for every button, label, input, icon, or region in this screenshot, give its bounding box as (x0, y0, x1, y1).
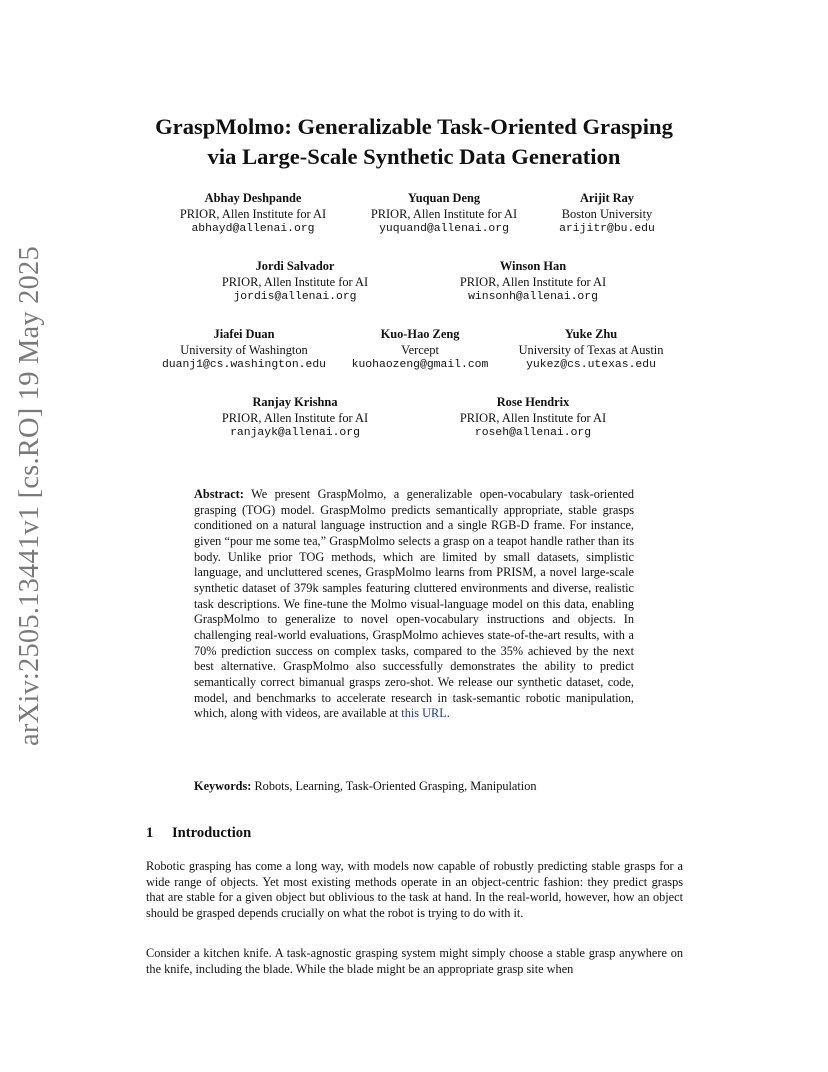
section-title: Introduction (172, 825, 252, 841)
author-name: Kuo-Hao Zeng (380, 327, 460, 341)
author-affiliation: PRIOR, Allen Institute for AI (221, 410, 369, 425)
intro-paragraph: Robotic grasping has come a long way, with models now capable of robustly predicting stable grasps for a wide range of objects. Yet most existing methods operate in an object-centric fashion: they predict grasps that are stable for a given object but oblivious to the task at hand. In the real-world, however, how an object should be grasped depends crucially on what the robot is trying to do with it. (146, 859, 683, 920)
intro-paragraph: Consider a kitchen knife. A task-agnostic grasping system might simply choose a stable grasp anywhere on the knife, including the blade. While the blade might be an appropriate grasp site when (146, 946, 683, 976)
author-affiliation: University of Washington (180, 342, 308, 357)
paper-title (0, 112, 828, 172)
author-affiliation: PRIOR, Allen Institute for AI (459, 410, 607, 425)
abstract-text: We present GraspMolmo, a generalizable open-vocabulary task-oriented grasping (TOG) model. GraspMolmo predicts semantically appropriate, stable grasps conditioned on a natural language instruction and a single RGB-D frame. For instance, given “pour me some tea,” GraspMolmo selects a grasp on a teapot handle rather than its body. Unlike prior TOG methods, which are limited by small datasets, simplistic language, and uncluttered scenes, GraspMolmo learns from PRISM, a novel large-scale synthetic dataset of 379k samples featuring cluttered environments and diverse, realistic task descriptions. We fine-tune the Molmo visual-language model on this data, enabling GraspMolmo to generalize to novel open-vocabulary instructions and objects. In challenging real-world evaluations, GraspMolmo achieves state-of-the-art results, with a 70% prediction success on complex tasks, compared to the 35% achieved by the next best alternative. GraspMolmo also successfully demonstrates the ability to predict semantically correct bimanual grasps zero-shot. We release our synthetic dataset, code, model, and benchmarks to accelerate research in task-semantic robotic manipulation, which, along with videos, are available at (194, 487, 634, 721)
author-block (163, 191, 343, 238)
author-name: Yuquan Deng (407, 191, 481, 205)
author-name: Abhay Deshpande (204, 191, 302, 205)
author-affiliation: Boston University (561, 206, 653, 221)
author-affiliation: PRIOR, Allen Institute for AI (370, 206, 518, 221)
author-name: Jiafei Duan (213, 327, 275, 341)
author-name: Ranjay Krishna (252, 395, 338, 409)
author-email[interactable]: jordis@allenai.org (233, 291, 357, 303)
author-name: Rose Hendrix (496, 395, 570, 409)
author-block (205, 259, 385, 306)
author-block (443, 259, 623, 306)
author-email[interactable]: winsonh@allenai.org (468, 291, 598, 303)
title-line-1: GraspMolmo: Generalizable Task-Oriented Grasping (155, 114, 673, 139)
section-heading (146, 824, 251, 842)
author-name: Yuke Zhu (564, 327, 618, 341)
author-name: Arijit Ray (579, 191, 635, 205)
author-block (540, 191, 674, 238)
author-affiliation: PRIOR, Allen Institute for AI (459, 274, 607, 289)
author-block (340, 327, 500, 374)
author-email[interactable]: arijitr@bu.edu (559, 223, 655, 235)
author-name: Jordi Salvador (255, 259, 335, 273)
author-email[interactable]: ranjayk@allenai.org (230, 427, 360, 439)
keywords-text: Robots, Learning, Task-Oriented Grasping, Manipulation (254, 779, 537, 793)
arxiv-identifier: arXiv:2505.13441v1 [cs.RO] 19 May 2025 (14, 246, 45, 746)
author-name: Winson Han (499, 259, 567, 273)
author-email[interactable]: yuquand@allenai.org (379, 223, 509, 235)
author-email[interactable]: duanj1@cs.washington.edu (161, 359, 327, 371)
author-affiliation: PRIOR, Allen Institute for AI (179, 206, 327, 221)
author-block (504, 327, 678, 374)
project-url-link[interactable]: this URL (401, 706, 447, 721)
author-affiliation: Vercept (401, 342, 439, 357)
keywords (194, 779, 634, 795)
author-affiliation: PRIOR, Allen Institute for AI (221, 274, 369, 289)
author-block (443, 395, 623, 442)
author-affiliation: University of Texas at Austin (518, 342, 664, 357)
author-email[interactable]: kuohaozeng@gmail.com (351, 359, 489, 371)
author-email[interactable]: roseh@allenai.org (474, 427, 592, 439)
title-line-2: via Large-Scale Synthetic Data Generation (207, 144, 621, 169)
abstract-end: . (446, 706, 450, 721)
author-block (154, 327, 334, 374)
author-block (354, 191, 534, 238)
keywords-label: Keywords: (194, 779, 252, 793)
abstract-label: Abstract: (194, 487, 244, 501)
section-number: 1 (146, 825, 154, 841)
author-email[interactable]: yukez@cs.utexas.edu (526, 359, 656, 371)
author-email[interactable]: abhayd@allenai.org (191, 223, 315, 235)
abstract (194, 487, 634, 722)
author-block (205, 395, 385, 442)
